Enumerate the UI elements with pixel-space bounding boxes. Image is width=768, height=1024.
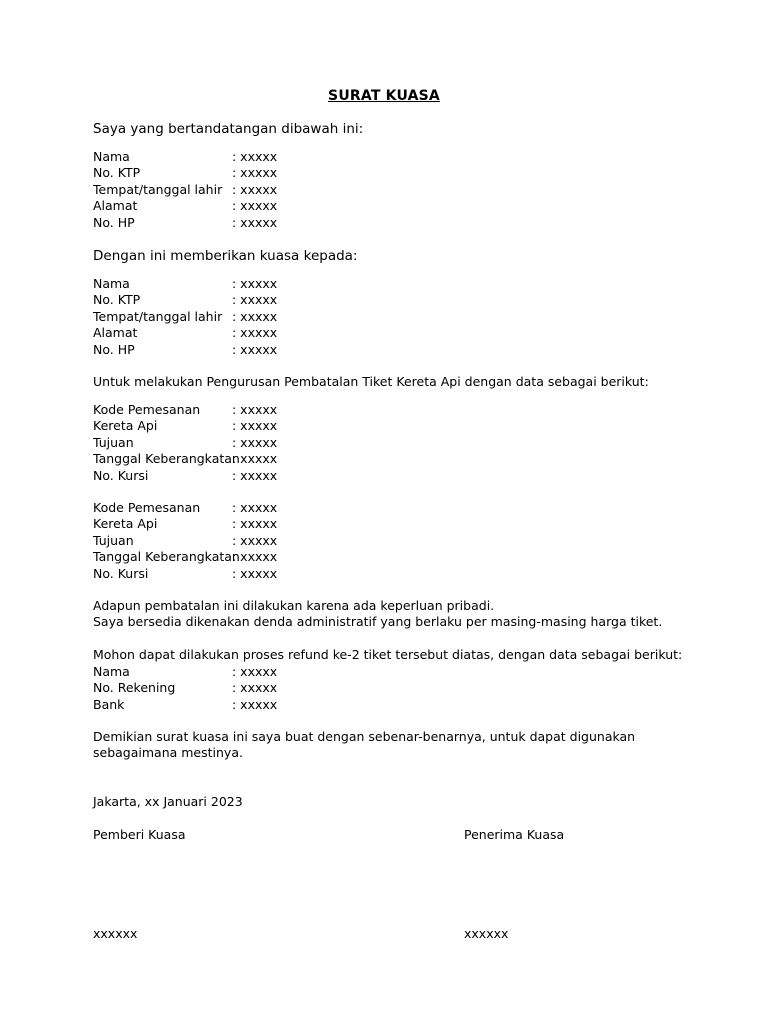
field-row	[93, 566, 277, 582]
field-value: : xxxxx	[232, 181, 278, 197]
field-label: Nama	[93, 276, 130, 291]
field-label: Kode Pemesanan	[93, 500, 201, 515]
field-value: : xxxxx	[232, 402, 278, 417]
field-label: Tujuan	[93, 532, 134, 548]
signer-left-title: Pemberi Kuasa	[93, 827, 186, 842]
field-value: : xxxxx	[232, 341, 278, 357]
field-label: Kode Pemesanan	[93, 402, 201, 417]
field-value: : xxxxx	[232, 418, 278, 434]
field-label: No. HP	[93, 341, 135, 357]
refund-fields	[93, 664, 277, 713]
field-row	[93, 516, 277, 532]
field-value: : xxxxx	[232, 664, 278, 679]
closing-text: Demikian surat kuasa ini saya buat dengan sebenar-benarnya, untuk dapat digunakan sebagaimana mestinya.	[93, 729, 636, 761]
field-label: Nama	[93, 149, 130, 164]
field-value: : xxxxx	[232, 149, 278, 164]
field-label: No. Kursi	[93, 565, 149, 581]
field-label: Tanggal Keberangkatan	[93, 451, 240, 467]
field-value: : xxxxx	[232, 451, 278, 467]
field-label: Kereta Api	[93, 418, 158, 434]
field-row	[93, 418, 277, 434]
field-row	[93, 680, 277, 696]
field-label: Tempat/tanggal lahir	[93, 308, 223, 324]
field-row	[93, 342, 277, 358]
signer-right-name: xxxxxx	[464, 926, 509, 941]
field-label: Alamat	[93, 325, 138, 341]
field-value: : xxxxx	[232, 696, 278, 712]
field-row	[93, 292, 277, 308]
field-row	[93, 309, 277, 325]
field-value: : xxxxx	[232, 467, 278, 483]
field-row	[93, 500, 277, 516]
grantee-fields	[93, 276, 277, 358]
field-label: Tempat/tanggal lahir	[93, 181, 223, 197]
field-value: : xxxxx	[232, 325, 278, 341]
field-label: Tanggal Keberangkatan	[93, 549, 240, 565]
field-row	[93, 165, 277, 181]
reason-line-2: Saya bersedia dikenakan denda administratif yang berlaku per masing-masing harga tiket.	[93, 614, 663, 629]
grantor-fields	[93, 149, 277, 231]
field-value: : xxxxx	[232, 434, 278, 450]
grantor-intro: Saya yang bertandatangan dibawah ini:	[93, 121, 364, 137]
field-row	[93, 533, 277, 549]
field-label: No. Kursi	[93, 467, 149, 483]
field-row	[93, 402, 277, 418]
field-label: Nama	[93, 664, 130, 679]
letter-title: SURAT KUASA	[328, 88, 440, 104]
field-value: : xxxxx	[232, 680, 278, 696]
reason-line-1: Adapun pembatalan ini dilakukan karena ada keperluan pribadi.	[93, 598, 495, 613]
field-value: : xxxxx	[232, 292, 278, 308]
field-label: Kereta Api	[93, 516, 158, 532]
signer-left-name: xxxxxx	[93, 926, 138, 941]
field-value: : xxxxx	[232, 565, 278, 581]
field-value: : xxxxx	[232, 165, 278, 181]
place-date: Jakarta, xx Januari 2023	[93, 794, 243, 809]
field-value: : xxxxx	[232, 214, 278, 230]
field-row	[93, 215, 277, 231]
field-row	[93, 451, 277, 467]
field-label: No. KTP	[93, 165, 141, 181]
refund-intro: Mohon dapat dilakukan proses refund ke-2 tiket tersebut diatas, dengan data sebagai berikut:	[93, 647, 683, 662]
field-row	[93, 276, 277, 292]
field-row	[93, 549, 277, 565]
field-row	[93, 697, 277, 713]
field-label: Alamat	[93, 198, 138, 214]
ticket-2-fields	[93, 500, 277, 582]
field-row	[93, 468, 277, 484]
field-row	[93, 149, 277, 165]
field-label: Tujuan	[93, 434, 134, 450]
field-label: Bank	[93, 696, 125, 712]
field-value: : xxxxx	[232, 532, 278, 548]
grantee-intro: Dengan ini memberikan kuasa kepada:	[93, 248, 358, 264]
field-row	[93, 664, 277, 680]
field-label: No. HP	[93, 214, 135, 230]
field-row	[93, 435, 277, 451]
ticket-1-fields	[93, 402, 277, 484]
field-row	[93, 198, 277, 214]
field-value: : xxxxx	[232, 308, 278, 324]
field-value: : xxxxx	[232, 549, 278, 565]
field-row	[93, 182, 277, 198]
field-value: : xxxxx	[232, 500, 278, 515]
field-value: : xxxxx	[232, 516, 278, 532]
field-label: No. KTP	[93, 292, 141, 308]
signer-right-title: Penerima Kuasa	[464, 827, 565, 842]
field-label: No. Rekening	[93, 680, 176, 696]
purpose-text: Untuk melakukan Pengurusan Pembatalan Tiket Kereta Api dengan data sebagai berikut:	[93, 374, 649, 389]
field-row	[93, 325, 277, 341]
field-value: : xxxxx	[232, 198, 278, 214]
field-value: : xxxxx	[232, 276, 278, 291]
